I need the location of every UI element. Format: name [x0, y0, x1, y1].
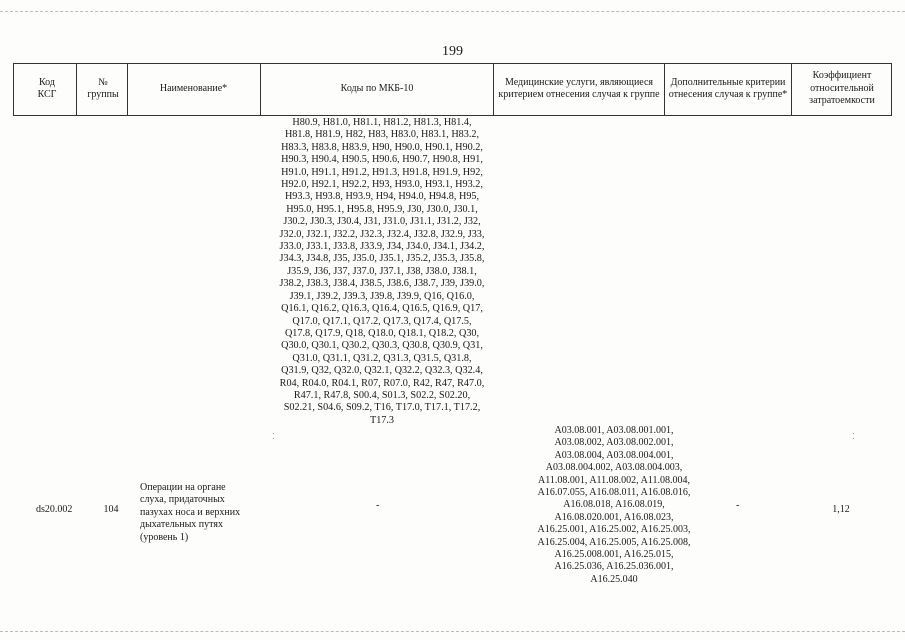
mkb-code-line: H81.8, H81.9, H82, H83, H83.0, H83.1, H83.2, — [284, 129, 480, 141]
mkb-code-line: J33.0, J33.1, J33.8, J33.9, J34, J34.0, J34.1, J34.2, — [279, 241, 485, 253]
column-divider — [891, 63, 892, 115]
header-services: Медицинские услуги, являющиеся критерием отнесения случая к группе — [498, 76, 660, 100]
service-code-line: A16.25.001, A16.25.002, A16.25.003, — [537, 524, 691, 536]
mkb-code-line: H92.0, H92.1, H92.2, H93, H93.0, H93.1, H93.2, — [281, 179, 483, 191]
header-coefficient: Коэффициент относительной затратоемкости — [809, 70, 875, 107]
scan-speck: ⁚ — [272, 432, 275, 441]
row-services — [494, 425, 734, 586]
header-mkb-codes: Коды по МКБ-10 — [340, 82, 414, 94]
row-coefficient: 1,12 — [832, 504, 850, 515]
mkb-code-line: H93.3, H93.8, H93.9, H94, H94.0, H94.8, H95, — [284, 191, 480, 203]
mkb-code-line: J35.9, J36, J37, J37.0, J37.1, J38, J38.0, J38.1, — [287, 265, 477, 277]
name-line: (уровень 1) — [140, 531, 189, 543]
row-ksg-code: ds20.002 — [36, 504, 73, 515]
mkb-code-line: R47.1, R47.8, S00.4, S01.3, S02.2, S02.20, — [293, 389, 471, 401]
scan-edge-bottom — [0, 631, 905, 632]
header-group-number: № группы — [87, 76, 119, 100]
service-code-line: A03.08.004.002, A03.08.004.003, — [545, 462, 683, 474]
mkb-code-line: H83.3, H83.8, H83.9, H90, H90.0, H90.1, H90.2, — [281, 141, 483, 153]
row-group-number: 104 — [103, 504, 119, 515]
service-code-line: A11.08.001, A11.08.002, A11.08.004, — [538, 474, 690, 486]
service-code-line: A16.08.020.001, A16.08.023, — [554, 511, 674, 523]
service-code-line: A03.08.002, A03.08.002.001, — [554, 437, 674, 449]
mkb-code-line: H95.0, H95.1, H95.8, H95.9, J30, J30.0, J30.1, — [286, 203, 478, 215]
mkb-code-line: Q30.0, Q30.1, Q30.2, Q30.3, Q30.8, Q30.9, Q31, — [281, 340, 483, 352]
mkb-code-line: Q31.9, Q32, Q32.0, Q32.1, Q32.2, Q32.3, Q32.4, — [281, 365, 483, 377]
scan-edge-top — [0, 11, 905, 12]
mkb-code-line: H91.0, H91.1, H91.2, H91.3, H91.8, H91.9, H92, — [281, 166, 483, 178]
service-code-line: A16.25.036, A16.25.036.001, — [554, 561, 674, 573]
mkb-code-line: T17.3 — [369, 414, 395, 426]
mkb-code-line: H90.3, H90.4, H90.5, H90.6, H90.7, H90.8, H91, — [281, 154, 483, 166]
mkb-code-line: J34.3, J34.8, J35, J35.0, J35.1, J35.2, J35.3, J35.8, — [279, 253, 485, 265]
column-divider — [13, 63, 14, 115]
service-code-line: A16.25.040 — [590, 573, 638, 585]
mkb-codes-continued — [262, 117, 502, 427]
column-divider — [76, 63, 77, 115]
mkb-code-line: Q31.0, Q31.1, Q31.2, Q31.3, Q31.5, Q31.8, — [292, 352, 472, 364]
name-line: пазухах носа и верхних — [140, 506, 241, 518]
row-name — [140, 482, 258, 544]
header-name: Наименование* — [159, 82, 228, 94]
header-bottom-rule — [13, 115, 892, 116]
row-extra-criteria: - — [736, 500, 740, 511]
mkb-code-line: H80.9, H81.0, H81.1, H81.2, H81.3, H81.4, — [292, 117, 472, 128]
service-code-line: A16.08.018, A16.08.019, — [563, 499, 665, 511]
mkb-code-line: Q16.1, Q16.2, Q16.3, Q16.4, Q16.5, Q16.9, Q17, — [281, 303, 483, 315]
header-ksg-code: Код КСГ — [37, 76, 57, 100]
page-number: 199 — [442, 44, 463, 59]
mkb-code-line: Q17.0, Q17.1, Q17.2, Q17.3, Q17.4, Q17.5, — [292, 315, 472, 327]
name-line: слуха, придаточных — [140, 494, 225, 506]
mkb-code-line: J39.1, J39.2, J39.3, J39.8, J39.9, Q16, Q16.0, — [289, 290, 475, 302]
mkb-code-line: S02.21, S04.6, S09.2, T16, T17.0, T17.1, T17.2, — [283, 402, 481, 414]
service-code-line: A16.07.055, A16.08.011, A16.08.016, — [537, 487, 691, 499]
name-line: дыхательных путях — [140, 519, 223, 531]
header-extra-criteria: Дополнительные критерии отнесения случая к группе* — [668, 76, 788, 100]
service-code-line: A03.08.004, A03.08.004.001, — [554, 449, 674, 461]
service-code-line: A16.25.004, A16.25.005, A16.25.008, — [537, 536, 691, 548]
column-divider — [664, 63, 665, 115]
name-line: Операции на органе — [140, 482, 226, 493]
column-divider — [791, 63, 792, 115]
row-mkb-codes: - — [376, 500, 380, 511]
mkb-code-line: Q17.8, Q17.9, Q18, Q18.0, Q18.1, Q18.2, Q30, — [284, 327, 480, 339]
column-divider — [493, 63, 494, 115]
service-code-line: A16.25.008.001, A16.25.015, — [554, 549, 674, 561]
mkb-code-line: J38.2, J38.3, J38.4, J38.5, J38.6, J38.7, J39, J39.0, — [279, 278, 485, 290]
mkb-code-line: J32.0, J32.1, J32.2, J32.3, J32.4, J32.8, J32.9, J33, — [279, 228, 485, 240]
scan-speck: ⁚ — [852, 432, 855, 441]
service-code-line: A03.08.001, A03.08.001.001, — [554, 425, 674, 436]
mkb-code-line: R04, R04.0, R04.1, R07, R07.0, R42, R47, R47.0, — [279, 377, 485, 389]
mkb-code-line: J30.2, J30.3, J30.4, J31, J31.0, J31.1, J31.2, J32, — [283, 216, 481, 228]
